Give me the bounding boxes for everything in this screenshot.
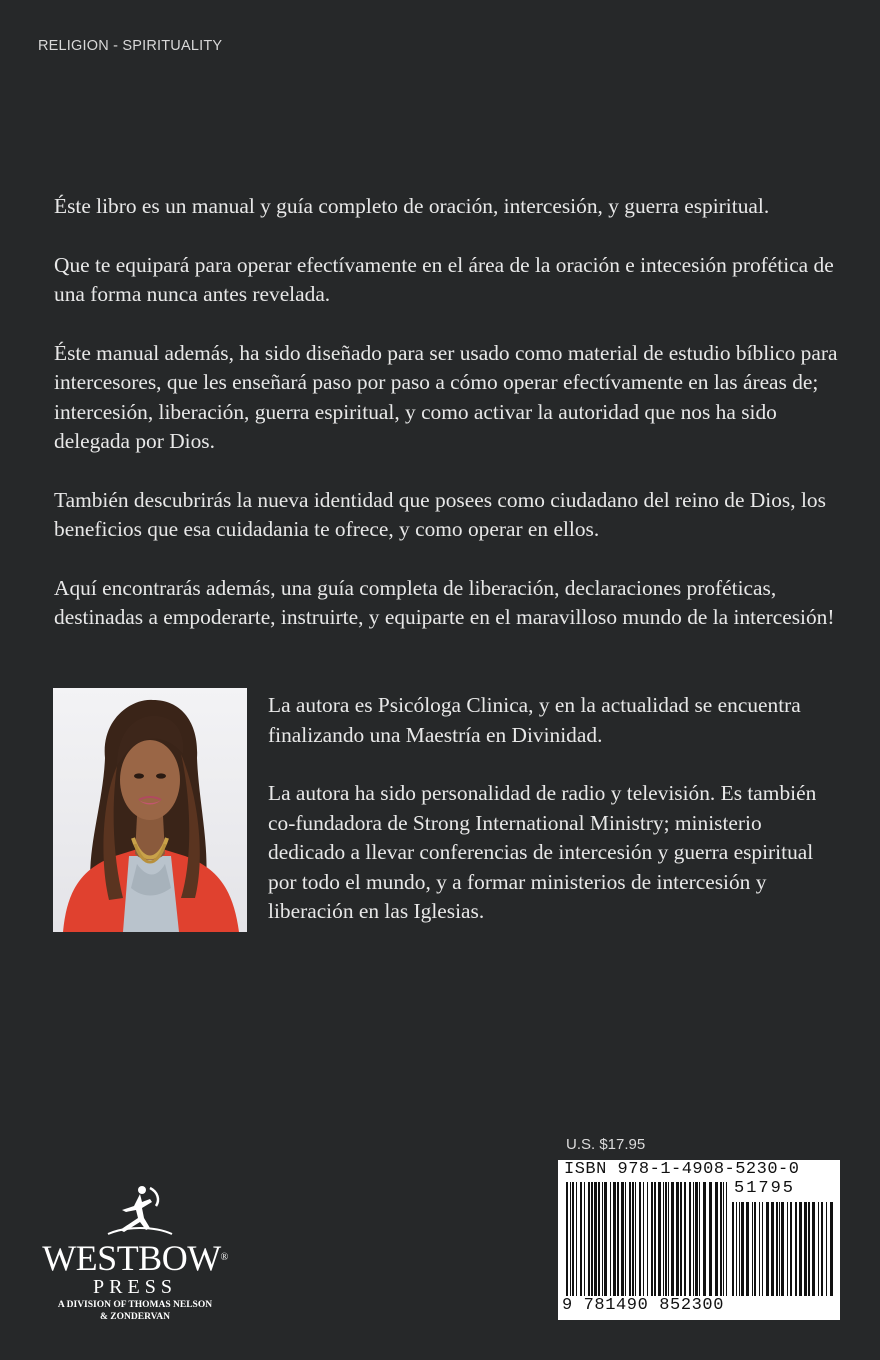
barcode-bar [584,1182,585,1296]
barcode-bar [830,1202,833,1296]
barcode-bar [771,1202,774,1296]
barcode-bar [741,1202,744,1296]
barcode-bar [610,1182,611,1296]
author-bio-paragraph: La autora ha sido personalidad de radio y televisión. Es también co-fundadora de Strong International Ministry; ministerio dedicado a llevar conferencias de intercesión y guerra espiritual por todo el mundo, y a formar ministerios de intercesión y liberación en las Iglesias. [268,781,817,923]
barcode-bar [787,1202,788,1296]
barcode-bar [643,1182,644,1296]
barcode-bar [808,1202,810,1296]
author-portrait-illustration [53,688,247,932]
division-line-1: A DIVISION OF THOMAS NELSON [57,1300,213,1310]
barcode-bar [709,1182,712,1296]
barcode-bar [699,1182,700,1296]
isbn-number: ISBN 978-1-4908-5230-0 [564,1160,800,1179]
barcode-bar [663,1182,664,1296]
barcode-bar [695,1182,698,1296]
barcode-bar [804,1202,807,1296]
isbn-barcode [558,1160,840,1320]
barcode-bar [651,1182,653,1296]
barcode-bar [812,1202,815,1296]
author-bio-paragraph: La autora es Psicóloga Clinica, y en la actualidad se encuentra finalizando una Maestría en Divinidad. [268,693,801,747]
barcode-bar [759,1202,760,1296]
barcode-bar [588,1182,590,1296]
barcode-bar [591,1182,593,1296]
barcode-bar [654,1182,656,1296]
barcode-bar [799,1202,802,1296]
blurb-paragraph: También descubrirás la nueva identidad que posees como ciudadano del reino de Dios, los beneficios que esa cuidadania te ofrece, y como operar en ellos. [54,487,826,541]
barcode-bar [684,1182,686,1296]
barcode-bar [635,1182,636,1296]
barcode-bar [580,1182,582,1296]
barcode-bar [689,1182,691,1296]
publisher-press: PRESS [93,1276,177,1298]
barcode-bar [762,1202,763,1296]
barcode-bar [723,1182,724,1296]
barcode-bar [818,1202,819,1296]
barcode-bar [752,1202,753,1296]
blurb-paragraph: Que te equipará para operar efectívamente en el área de la oración e intecesión profética de una forma nunca antes revelada. [54,252,834,306]
barcode-bar [826,1202,827,1296]
price-label: U.S. $17.95 [566,1136,646,1153]
publisher-name [30,1238,240,1278]
barcode-bar [776,1202,778,1296]
barcode-bar [754,1202,756,1296]
barcode-bar [576,1182,577,1296]
barcode-bar [680,1182,682,1296]
barcode-bar [668,1182,669,1296]
barcode-bar [625,1182,626,1296]
barcode-bar [598,1182,600,1296]
barcode-bar [693,1182,694,1296]
barcode-bar [732,1202,734,1296]
barcode-bar [746,1202,749,1296]
barcode-bar [566,1182,568,1296]
publisher-name-text: WESTBOW [42,1238,221,1278]
barcode-bar [720,1182,722,1296]
barcode-bar [766,1202,769,1296]
barcode-bar [781,1202,784,1296]
category-label: RELIGION - SPIRITUALITY [38,38,223,54]
archer-icon [30,1180,240,1240]
barcode-bar [821,1202,823,1296]
division-line-2: & ZONDERVAN [100,1312,170,1322]
barcode-bar [621,1182,624,1296]
barcode-bar [671,1182,674,1296]
blurb-paragraph: Éste manual además, ha sido diseñado para ser usado como material de estudio bíblico para intercesores, que les enseñará paso por paso a cómo operar efectívamente en las áreas de; intercesión, liberación, guerra espiritual, y como activar la autoridad que nos ha sido delegada por Dios. [54,340,838,453]
barcode-bar [639,1182,641,1296]
blurb-paragraph: Aquí encontrarás además, una guía completa de liberación, declaraciones proféticas, destinadas a empoderarte, instruirte, y equiparte en el maravilloso mundo de la intercesión! [54,575,835,629]
barcode-bar [703,1182,706,1296]
ean-digits: 9 781490 852300 [562,1296,725,1315]
publisher-logo [30,1180,240,1330]
barcode-bar [647,1182,648,1296]
barcode-bar [629,1182,631,1296]
registered-mark: ® [220,1252,228,1263]
price-code: 51795 [734,1179,796,1198]
barcode-bar [604,1182,607,1296]
barcode-bar [779,1202,780,1296]
barcode-bar [715,1182,718,1296]
barcode-bar [790,1202,792,1296]
barcode-bar [602,1182,603,1296]
barcode-bar [795,1202,797,1296]
barcode-bar [676,1182,679,1296]
author-bio [268,691,828,956]
author-photo [53,688,247,932]
barcode-bar [632,1182,634,1296]
barcode-bar [736,1202,737,1296]
barcode-bar [617,1182,619,1296]
barcode-bar [594,1182,597,1296]
barcode-bar [570,1182,571,1296]
barcode-bar [572,1182,574,1296]
blurb-paragraph: Éste libro es un manual y guía completo de oración, intercesión, y guerra espiritual. [54,194,770,218]
barcode-bar [613,1182,616,1296]
barcode-bar [665,1182,667,1296]
barcode-bar [739,1202,740,1296]
back-cover-blurb [54,192,844,662]
barcode-bar [726,1182,727,1296]
barcode-bar [658,1182,661,1296]
publisher-division [30,1299,240,1323]
